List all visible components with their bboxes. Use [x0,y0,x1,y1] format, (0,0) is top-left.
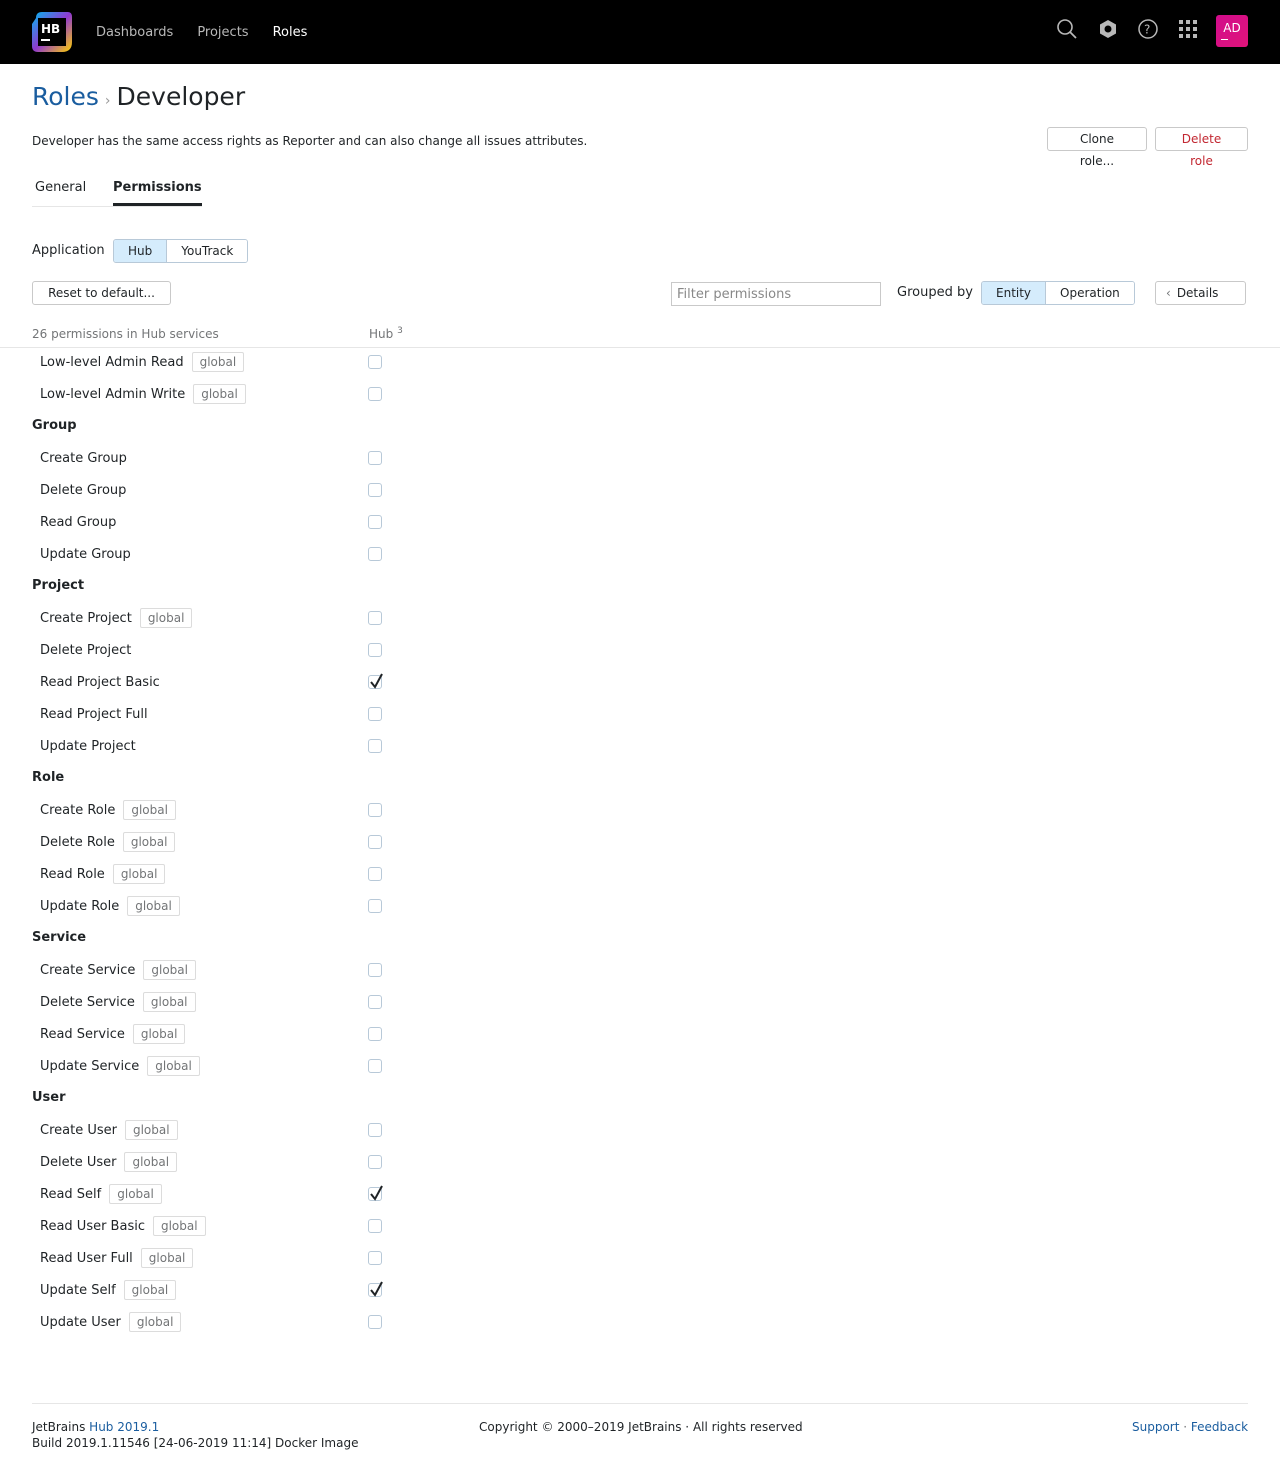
footer-divider [32,1403,1248,1404]
permission-checkbox[interactable] [368,387,382,401]
permission-label: Create Role [40,802,116,818]
permission-row [40,800,176,820]
permission-checkbox[interactable] [368,515,382,529]
permission-label: Create Service [40,962,136,978]
permission-row [40,480,126,500]
nav-projects[interactable]: Projects [197,24,249,40]
role-description: Developer has the same access rights as Reporter and can also change all issues attributes. [32,134,588,148]
permission-row [40,1280,176,1300]
permission-checkbox[interactable] [368,675,382,689]
group-heading: Group [32,418,77,433]
scope-badge: global [124,1152,177,1172]
permission-checkbox[interactable] [368,1059,382,1073]
scope-badge: global [143,992,196,1012]
checkmark-icon [368,1184,384,1202]
permission-checkbox[interactable] [368,707,382,721]
permission-label: Create Group [40,450,127,466]
permission-label: Low-level Admin Write [40,386,186,402]
permission-row [40,384,246,404]
permission-row [40,448,127,468]
permission-label: Delete User [40,1154,117,1170]
main-nav [96,0,331,64]
column-header-hub [369,326,403,341]
permission-checkbox[interactable] [368,835,382,849]
clone-role-button[interactable]: Clone role... [1047,127,1147,151]
permission-row [40,1184,162,1204]
grouped-by-label: Grouped by [897,285,973,300]
permission-label: Update Project [40,738,136,754]
support-link[interactable]: Support [1132,1420,1180,1434]
tab-general[interactable]: General [35,180,87,195]
permission-label: Update Role [40,898,120,914]
permission-checkbox[interactable] [368,1123,382,1137]
scope-badge: global [133,1024,186,1044]
checkmark-icon [368,672,384,690]
grouping-switcher [981,281,1135,305]
scope-badge: global [192,352,245,372]
permission-checkbox[interactable] [368,1155,382,1169]
svg-text:HB: HB [41,22,61,36]
permission-checkbox[interactable] [368,1315,382,1329]
permission-label: Update Service [40,1058,140,1074]
search-icon[interactable] [1056,18,1078,40]
scope-badge: global [127,896,180,916]
scope-badge: global [123,800,176,820]
permission-row [40,864,165,884]
breadcrumb-separator-icon: › [104,93,111,109]
scope-badge: global [153,1216,206,1236]
group-heading: User [32,1090,66,1105]
permission-row [40,992,196,1012]
page-title: Developer [116,82,246,111]
help-icon[interactable] [1137,18,1159,40]
permission-checkbox[interactable] [368,963,382,977]
permission-checkbox[interactable] [368,355,382,369]
group-heading: Service [32,930,87,945]
breadcrumb-roles-link[interactable]: Roles [32,82,99,111]
permission-row [40,640,131,660]
permission-row [40,1120,178,1140]
scope-badge: global [125,1120,178,1140]
application-youtrack[interactable]: YouTrack [166,240,247,262]
footer-copyright: Copyright © 2000–2019 JetBrains · All rights reserved [479,1420,803,1434]
permission-label: Update User [40,1314,121,1330]
scope-badge: global [147,1056,200,1076]
permission-checkbox[interactable] [368,1219,382,1233]
permission-label: Delete Project [40,642,132,658]
permission-label: Update Group [40,546,131,562]
footer-dot: · [1183,1420,1188,1434]
permission-row [40,1056,200,1076]
permission-label: Read Project Basic [40,674,160,690]
settings-icon[interactable] [1097,18,1119,40]
permission-label: Read Self [40,1186,102,1202]
permission-checkbox[interactable] [368,1251,382,1265]
scope-badge: global [124,1280,177,1300]
permission-row [40,608,192,628]
permission-row [40,544,131,564]
scope-badge: global [129,1312,182,1332]
permission-row [40,1248,193,1268]
permission-checkbox[interactable] [368,483,382,497]
permission-row [40,1024,185,1044]
permission-checkbox[interactable] [368,899,382,913]
avatar[interactable] [1216,15,1248,47]
permission-row [40,512,116,532]
permission-label: Update Self [40,1282,116,1298]
scope-badge: global [109,1184,162,1204]
hub-logo[interactable] [32,12,72,52]
permission-row [40,832,175,852]
permission-row [40,1152,177,1172]
delete-role-button[interactable]: Delete role [1155,127,1248,151]
column-header-count: 3 [397,326,403,336]
permission-checkbox[interactable] [368,995,382,1009]
feedback-link[interactable]: Feedback [1190,1420,1249,1434]
permission-row [40,736,136,756]
footer-brand [32,1420,159,1434]
avatar-initials: AD [1223,21,1241,35]
top-bar [0,0,1280,64]
permission-label: Delete Service [40,994,135,1010]
permission-label: Create User [40,1122,117,1138]
group-heading: Role [32,770,65,785]
permission-label: Low-level Admin Read [40,354,184,370]
footer-build: Build 2019.1.11546 [24-06-2019 11:14] Docker Image [32,1436,359,1450]
permission-row [40,960,196,980]
scope-badge: global [193,384,246,404]
permission-label: Read Service [40,1026,125,1042]
scope-badge: global [143,960,196,980]
apps-icon[interactable] [1177,18,1199,40]
permission-checkbox[interactable] [368,803,382,817]
permission-row [40,704,148,724]
scope-badge: global [141,1248,194,1268]
application-hub[interactable]: Hub [114,240,166,262]
chevron-left-icon: ‹ [1166,286,1171,300]
application-label: Application [32,243,105,258]
group-heading: Project [32,578,85,593]
permission-row [40,672,160,692]
permission-row [40,896,180,916]
permission-row [40,1312,181,1332]
permission-row [40,352,244,372]
group-by-operation[interactable]: Operation [1045,282,1134,304]
tab-bar [32,180,202,207]
permission-label: Create Project [40,610,132,626]
permission-checkbox[interactable] [368,867,382,881]
footer-product-link[interactable]: Hub 2019.1 [89,1420,160,1434]
checkmark-icon [368,1280,384,1298]
permission-label: Read User Basic [40,1218,145,1234]
scope-badge: global [113,864,166,884]
permission-label: Read Group [40,514,117,530]
permission-checkbox[interactable] [368,611,382,625]
svg-text:?: ? [1144,22,1151,37]
footer-links [1132,1420,1248,1434]
permission-label: Delete Group [40,482,127,498]
permission-label: Delete Role [40,834,115,850]
nav-roles[interactable]: Roles [272,24,308,40]
details-button[interactable] [1155,281,1246,305]
permission-checkbox[interactable] [368,1187,382,1201]
scope-badge: global [123,832,176,852]
permission-label: Read User Full [40,1250,133,1266]
breadcrumb [32,82,245,111]
permission-checkbox[interactable] [368,451,382,465]
permission-label: Read Role [40,866,105,882]
column-header-label: Hub [369,327,394,341]
header-divider [0,347,1280,348]
permission-checkbox[interactable] [368,643,382,657]
filter-permissions-input[interactable] [671,282,881,306]
permission-checkbox[interactable] [368,1027,382,1041]
application-switcher [113,239,248,263]
group-by-entity[interactable]: Entity [982,282,1045,304]
permission-row [40,1216,206,1236]
permission-checkbox[interactable] [368,547,382,561]
permission-label: Read Project Full [40,706,148,722]
tab-permissions[interactable]: Permissions [113,180,202,206]
nav-dashboards[interactable]: Dashboards [96,24,174,40]
reset-to-default-button[interactable]: Reset to default... [32,281,171,305]
permissions-count: 26 permissions in Hub services [32,327,219,341]
footer-brand-name: JetBrains [32,1420,86,1434]
permission-checkbox[interactable] [368,1283,382,1297]
permission-checkbox[interactable] [368,739,382,753]
scope-badge: global [140,608,193,628]
details-label: Details [1176,286,1219,300]
